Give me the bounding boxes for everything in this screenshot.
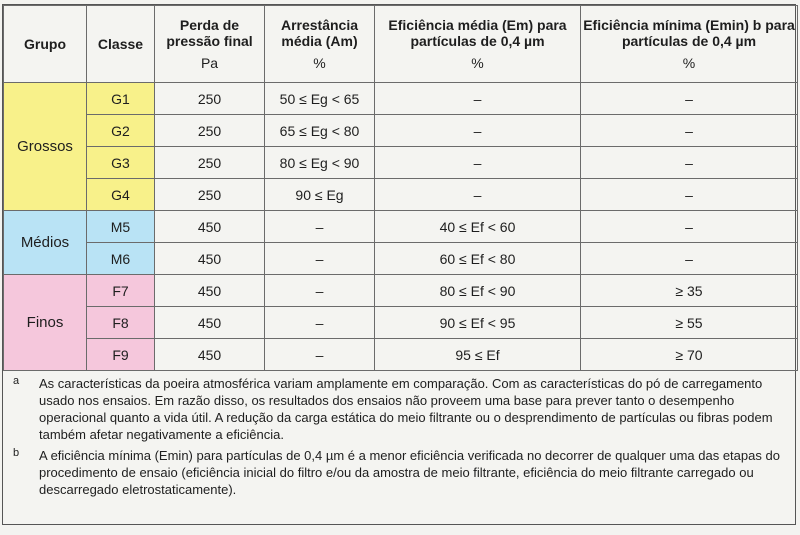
table-row bbox=[4, 243, 798, 275]
table-row bbox=[4, 275, 798, 307]
perda-cell: 450 bbox=[155, 211, 265, 243]
arrestancia-cell: – bbox=[265, 339, 375, 371]
arrestancia-cell: 65 ≤ Eg < 80 bbox=[265, 115, 375, 147]
arrestancia-cell: 50 ≤ Eg < 65 bbox=[265, 83, 375, 115]
class-cell: G2 bbox=[87, 115, 155, 147]
arrestancia-cell: – bbox=[265, 307, 375, 339]
arrestancia-cell: 90 ≤ Eg bbox=[265, 179, 375, 211]
arrestancia-cell: – bbox=[265, 275, 375, 307]
note-b-mark: b bbox=[13, 447, 20, 459]
header-arrestancia bbox=[265, 6, 375, 83]
class-cell: F7 bbox=[87, 275, 155, 307]
header-classe: Classe bbox=[87, 6, 155, 83]
header-eficiencia-minima bbox=[581, 6, 798, 83]
eficiencia-minima-cell: ≥ 55 bbox=[581, 307, 798, 339]
eficiencia-minima-cell: – bbox=[581, 179, 798, 211]
class-cell: F8 bbox=[87, 307, 155, 339]
perda-cell: 250 bbox=[155, 115, 265, 147]
class-cell: G1 bbox=[87, 83, 155, 115]
note-a-mark: a bbox=[13, 375, 20, 387]
header-eficiencia-media-label: Eficiência média (Em) para partículas de 0,4 µm bbox=[388, 17, 567, 49]
eficiencia-media-cell: – bbox=[375, 83, 581, 115]
table-header-row bbox=[4, 6, 798, 83]
eficiencia-media-cell: 95 ≤ Ef bbox=[375, 339, 581, 371]
table-row bbox=[4, 211, 798, 243]
eficiencia-media-cell: 90 ≤ Ef < 95 bbox=[375, 307, 581, 339]
class-cell: M5 bbox=[87, 211, 155, 243]
eficiencia-minima-cell: ≥ 70 bbox=[581, 339, 798, 371]
table-row bbox=[4, 83, 798, 115]
header-grupo: Grupo bbox=[4, 6, 87, 83]
header-eficiencia-media bbox=[375, 6, 581, 83]
perda-cell: 250 bbox=[155, 83, 265, 115]
header-eficiencia-minima-label: Eficiência mínima (Emin) b para partículas de 0,4 µm bbox=[583, 17, 795, 49]
table-row bbox=[4, 115, 798, 147]
eficiencia-minima-cell: ≥ 35 bbox=[581, 275, 798, 307]
table-row bbox=[4, 339, 798, 371]
arrestancia-cell: – bbox=[265, 211, 375, 243]
eficiencia-media-cell: 80 ≤ Ef < 90 bbox=[375, 275, 581, 307]
class-cell: F9 bbox=[87, 339, 155, 371]
perda-cell: 450 bbox=[155, 339, 265, 371]
class-cell: M6 bbox=[87, 243, 155, 275]
eficiencia-minima-cell: – bbox=[581, 211, 798, 243]
filter-classification-table bbox=[3, 5, 798, 371]
perda-cell: 250 bbox=[155, 179, 265, 211]
group-cell-grossos: Grossos bbox=[4, 83, 87, 211]
eficiencia-media-cell: – bbox=[375, 179, 581, 211]
eficiencia-minima-cell: – bbox=[581, 243, 798, 275]
table-notes bbox=[3, 371, 795, 498]
header-perda-label: Perda de pressão final bbox=[166, 17, 253, 49]
header-arrestancia-label: Arrestância média (Am) bbox=[280, 17, 359, 49]
table-row bbox=[4, 307, 798, 339]
eficiencia-minima-cell: – bbox=[581, 83, 798, 115]
header-arrestancia-unit: % bbox=[313, 55, 326, 71]
perda-cell: 450 bbox=[155, 243, 265, 275]
header-perda bbox=[155, 6, 265, 83]
table-row bbox=[4, 147, 798, 179]
perda-cell: 250 bbox=[155, 147, 265, 179]
arrestancia-cell: – bbox=[265, 243, 375, 275]
eficiencia-media-cell: – bbox=[375, 147, 581, 179]
arrestancia-cell: 80 ≤ Eg < 90 bbox=[265, 147, 375, 179]
note-a-text: As características da poeira atmosférica variam amplamente em comparação. Com as características do pó de carregamento usado nos ensaios. Em razão disso, os resultados dos ensaios não proveem uma base para prever tanto o desempenho operacional quanto a vida útil. A redução da carga estática do meio filtrante ou o desprendimento de partículas ou fibras podem também afetar negativamente a eficiência. bbox=[39, 376, 773, 442]
class-cell: G3 bbox=[87, 147, 155, 179]
eficiencia-media-cell: 60 ≤ Ef < 80 bbox=[375, 243, 581, 275]
group-cell-medios: Médios bbox=[4, 211, 87, 275]
note-b-text: A eficiência mínima (Emin) para partículas de 0,4 µm é a menor eficiência verificada no decorrer de qualquer uma das etapas do procedimento de ensaio (eficiência inicial do filtro e/ou da amostra de meio filtrante, eficiência do meio filtrante carregado ou descarregado eletrostaticamente). bbox=[39, 448, 780, 497]
header-eficiencia-media-unit: % bbox=[471, 55, 484, 71]
eficiencia-minima-cell: – bbox=[581, 147, 798, 179]
header-eficiencia-minima-unit: % bbox=[682, 55, 696, 71]
group-cell-finos: Finos bbox=[4, 275, 87, 371]
eficiencia-media-cell: – bbox=[375, 115, 581, 147]
eficiencia-media-cell: 40 ≤ Ef < 60 bbox=[375, 211, 581, 243]
eficiencia-minima-cell: – bbox=[581, 115, 798, 147]
note-a bbox=[13, 375, 787, 443]
class-cell: G4 bbox=[87, 179, 155, 211]
filter-classification-table-container bbox=[2, 4, 796, 525]
note-b bbox=[13, 447, 787, 498]
header-perda-unit: Pa bbox=[200, 55, 219, 71]
perda-cell: 450 bbox=[155, 275, 265, 307]
table-row bbox=[4, 179, 798, 211]
perda-cell: 450 bbox=[155, 307, 265, 339]
